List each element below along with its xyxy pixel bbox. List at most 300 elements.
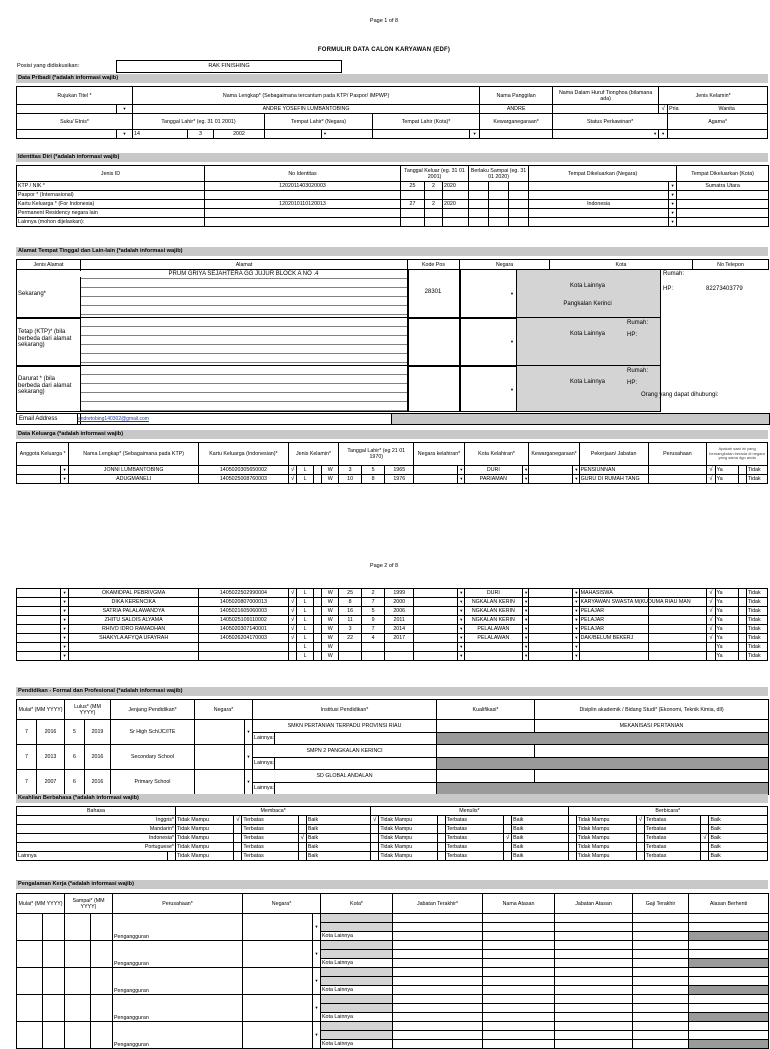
valid-day[interactable] [469,200,489,209]
exp-city[interactable] [321,1004,393,1013]
family-dob-day[interactable] [339,643,362,652]
family-kk[interactable]: 1405025008760003 [198,475,288,484]
issue-day[interactable] [401,191,425,200]
valid-year[interactable] [509,200,529,209]
exp-supervisor[interactable] [483,995,555,1004]
edu-start-year[interactable]: 2013 [37,745,65,770]
gender-l-check[interactable] [288,634,296,643]
no-check[interactable] [738,634,746,643]
exp-reason[interactable] [689,968,769,977]
exp-supervisor-position[interactable] [555,986,633,995]
family-kk[interactable] [198,643,288,652]
exp-supervisor[interactable] [483,959,555,968]
exp-position[interactable] [393,923,483,932]
position-field[interactable]: RAK FINISHING [116,60,342,73]
family-dob-month[interactable]: 8 [362,475,385,484]
level-check[interactable] [568,843,576,852]
edu-field[interactable]: MEKANISASI PERTANIAN [535,720,769,733]
family-member-dropdown[interactable] [60,643,68,652]
exp-company[interactable]: Pengangguran [113,995,243,1022]
level-check[interactable] [504,816,512,825]
family-kk[interactable]: 1405021605060003 [198,607,288,616]
yes-check[interactable] [707,607,715,616]
edu-level[interactable]: Sr High Sch/JC/ITE [111,720,195,745]
level-check[interactable] [298,825,306,834]
exp-position[interactable] [393,950,483,959]
yes-check[interactable] [707,616,715,625]
edu-field[interactable] [535,745,769,758]
family-member-dropdown[interactable] [60,607,68,616]
exp-supervisor[interactable] [483,950,555,959]
family-job[interactable]: PELAJAR [579,607,648,616]
exp-city-other[interactable]: Kota Lainnya [321,932,393,941]
exp-supervisor[interactable] [483,923,555,932]
family-dob-month[interactable]: 2 [362,589,385,598]
exp-reason[interactable] [689,1004,769,1013]
exp-supervisor-position[interactable] [555,1013,633,1022]
valid-year[interactable] [509,218,529,227]
exp-supervisor[interactable] [483,914,555,923]
family-member-dropdown[interactable] [60,634,68,643]
issue-day[interactable]: 25 [401,182,425,191]
family-member-dropdown[interactable] [60,625,68,634]
birth-city-field[interactable] [373,130,470,139]
family-birth-country[interactable] [414,643,458,652]
family-nationality[interactable] [529,589,573,598]
exp-supervisor[interactable] [483,977,555,986]
level-check[interactable] [371,852,379,861]
exp-end-month[interactable] [65,968,91,995]
family-nationality[interactable] [529,625,573,634]
exp-salary[interactable] [633,1004,689,1013]
dob-day[interactable]: 14 [133,130,188,139]
edu-other-field[interactable] [275,757,437,770]
family-birth-country[interactable] [414,589,458,598]
family-birth-country[interactable] [414,652,458,661]
exp-country-dropdown[interactable] [313,995,321,1022]
family-member-field[interactable] [17,607,61,616]
edu-end-year[interactable]: 2016 [85,770,111,795]
yes-check[interactable] [707,589,715,598]
level-check[interactable] [371,843,379,852]
edu-institution[interactable]: SD GLOBAL ANDALAN [253,770,437,783]
exp-country-dropdown[interactable] [313,968,321,995]
family-job[interactable]: DAK/BELUM BEKERJ [579,634,648,643]
exp-start-month[interactable] [17,914,43,941]
exp-position[interactable] [393,1013,483,1022]
exp-reason[interactable] [689,1040,769,1049]
exp-position[interactable] [393,995,483,1004]
issue-day[interactable] [401,218,425,227]
exp-city[interactable] [321,968,393,977]
exp-reason[interactable] [689,1031,769,1040]
exp-supervisor-position[interactable] [555,1040,633,1049]
exp-reason[interactable] [689,923,769,932]
exp-country[interactable] [243,995,313,1022]
level-check[interactable] [701,825,709,834]
exp-country[interactable] [243,1022,313,1049]
exp-reason[interactable] [689,950,769,959]
family-birth-city[interactable]: NGKALAN KERIN [464,607,523,616]
exp-salary[interactable] [633,950,689,959]
yes-check[interactable] [707,475,715,484]
exp-supervisor-position[interactable] [555,1004,633,1013]
family-kk[interactable] [198,652,288,661]
family-name[interactable]: OKAMIDPAL PEBRIVGMA [69,589,199,598]
exp-supervisor-position[interactable] [555,914,633,923]
family-dob-year[interactable]: 2017 [385,634,414,643]
family-dob-month[interactable]: 7 [362,598,385,607]
family-member-dropdown[interactable] [60,475,68,484]
family-birth-country[interactable] [414,634,458,643]
marital-field[interactable] [553,130,659,139]
family-nationality[interactable] [529,652,573,661]
gender-w-check[interactable] [314,598,322,607]
family-job[interactable]: PENSIUNNAN [579,466,648,475]
family-nationality[interactable] [529,607,573,616]
exp-position[interactable] [393,932,483,941]
family-dob-month[interactable]: 5 [362,607,385,616]
gender-l-check[interactable] [288,616,296,625]
valid-year[interactable] [509,209,529,218]
exp-reason[interactable] [689,986,769,995]
edu-qualification[interactable] [437,720,535,733]
family-birth-country[interactable] [414,625,458,634]
exp-city[interactable] [321,914,393,923]
edu-country[interactable] [195,770,245,795]
birth-city-dropdown[interactable] [470,130,480,139]
edu-country-dropdown[interactable] [245,745,253,770]
exp-start-year[interactable] [43,941,65,968]
birth-country-dropdown[interactable] [322,130,373,139]
valid-day[interactable] [469,209,489,218]
edu-level[interactable]: Primary School [111,770,195,795]
exp-start-month[interactable] [17,995,43,1022]
exp-supervisor-position[interactable] [555,941,633,950]
family-name[interactable]: RHIVO IDRO RAMADHAN [69,625,199,634]
level-check[interactable] [504,852,512,861]
family-company[interactable] [648,607,707,616]
edu-start-month[interactable]: 7 [17,745,37,770]
family-nationality[interactable] [529,643,573,652]
family-job[interactable]: KARYAWAN SWASTA M(KUDUMA RIAU MAN [580,599,691,605]
issue-day[interactable] [401,209,425,218]
gender-checkbox[interactable]: √ [659,105,668,114]
current-postal-value[interactable]: 28301 [424,289,442,295]
exp-supervisor[interactable] [483,941,555,950]
no-check[interactable] [738,652,746,661]
exp-salary[interactable] [633,1022,689,1031]
level-check[interactable] [437,843,445,852]
issue-month[interactable] [425,209,443,218]
dob-year[interactable]: 2002 [214,130,265,139]
exp-position[interactable] [393,1004,483,1013]
family-nationality[interactable] [529,475,573,484]
family-kk[interactable]: 1405025109110002 [198,616,288,625]
family-nationality[interactable] [529,634,573,643]
exp-city-other[interactable]: Kota Lainnya [321,1040,393,1049]
exp-salary[interactable] [633,986,689,995]
salutation-field[interactable] [17,105,117,114]
exp-end-year[interactable] [91,1022,113,1049]
current-city-field[interactable] [516,269,661,319]
exp-reason[interactable] [689,932,769,941]
exp-salary[interactable] [633,968,689,977]
gender-w-check[interactable] [314,616,322,625]
exp-supervisor-position[interactable] [555,995,633,1004]
exp-city[interactable] [321,923,393,932]
family-job[interactable] [579,643,648,652]
issue-country-dropdown[interactable] [669,182,677,191]
exp-reason[interactable] [689,914,769,923]
level-check[interactable] [371,834,379,843]
level-check[interactable] [701,843,709,852]
exp-supervisor[interactable] [483,1013,555,1022]
family-birth-city[interactable]: DURI [464,589,523,598]
level-check[interactable] [636,816,644,825]
emergency-address-lines[interactable] [80,365,409,412]
edu-country[interactable] [195,745,245,770]
family-dob-year[interactable]: 1976 [385,475,414,484]
family-member-field[interactable] [17,634,61,643]
level-check[interactable] [437,834,445,843]
exp-salary[interactable] [633,977,689,986]
no-check[interactable] [738,625,746,634]
edu-level[interactable]: Secondary School [111,745,195,770]
exp-supervisor[interactable] [483,1004,555,1013]
exp-position[interactable] [393,977,483,986]
family-member-field[interactable] [17,652,61,661]
family-company[interactable] [648,625,707,634]
issue-month[interactable] [425,191,443,200]
family-birth-city[interactable] [464,643,523,652]
level-check[interactable] [636,843,644,852]
family-dob-month[interactable]: 7 [362,625,385,634]
exp-end-month[interactable] [65,941,91,968]
level-check[interactable] [504,843,512,852]
exp-city[interactable] [321,941,393,950]
level-check[interactable] [568,825,576,834]
exp-reason[interactable] [689,1013,769,1022]
no-check[interactable] [738,643,746,652]
salutation-dropdown[interactable] [117,105,133,114]
valid-day[interactable] [469,191,489,200]
family-member-field[interactable] [17,643,61,652]
level-check[interactable] [234,825,242,834]
issue-country-field[interactable]: Indonesia [529,200,669,209]
family-dob-month[interactable]: 5 [362,466,385,475]
level-check[interactable] [437,816,445,825]
family-birth-city[interactable]: DURI [464,466,523,475]
valid-month[interactable] [489,200,509,209]
level-check[interactable] [298,816,306,825]
exp-supervisor[interactable] [483,986,555,995]
exp-salary[interactable] [633,959,689,968]
birth-country-field[interactable] [265,130,322,139]
level-check[interactable] [568,834,576,843]
valid-month[interactable] [489,191,509,200]
issue-country-dropdown[interactable] [669,191,677,200]
email-link[interactable]: andretobing140302@gmail.com [78,416,149,422]
family-dob-month[interactable] [362,643,385,652]
exp-position[interactable] [393,941,483,950]
family-birth-city[interactable]: NGKALAN KERIN [464,616,523,625]
family-member-field[interactable] [17,625,61,634]
family-birth-city[interactable]: NGKALAN KERIN [464,598,523,607]
edu-qualification[interactable] [437,770,535,783]
family-dob-day[interactable]: 8 [339,598,362,607]
exp-salary[interactable] [633,1031,689,1040]
no-check[interactable] [738,589,746,598]
exp-reason[interactable] [689,941,769,950]
id-number-field[interactable] [205,218,401,227]
valid-year[interactable] [509,191,529,200]
valid-day[interactable] [469,218,489,227]
gender-w-check[interactable] [313,466,321,475]
level-check[interactable] [234,843,242,852]
family-dob-month[interactable] [362,652,385,661]
level-check[interactable] [234,834,242,843]
level-check[interactable] [298,852,306,861]
issue-country-dropdown[interactable] [669,200,677,209]
family-dob-year[interactable]: 2011 [385,616,414,625]
exp-start-year[interactable] [43,995,65,1022]
gender-l-check[interactable] [288,652,296,661]
exp-start-year[interactable] [43,1022,65,1049]
family-member-dropdown[interactable] [60,598,68,607]
level-check[interactable] [504,825,512,834]
exp-end-year[interactable] [91,968,113,995]
exp-supervisor-position[interactable] [555,932,633,941]
exp-salary[interactable] [633,914,689,923]
edu-end-year[interactable]: 2016 [85,745,111,770]
family-company[interactable] [648,466,707,475]
family-dob-year[interactable] [385,643,414,652]
family-company[interactable] [648,475,707,484]
issue-country-dropdown[interactable] [669,218,677,227]
family-birth-city[interactable] [464,652,523,661]
family-name[interactable]: SHAKYLA AFYQA UFAYRAH [69,634,199,643]
family-birth-country[interactable] [414,475,458,484]
family-job[interactable]: PELAJAR [579,625,648,634]
family-name[interactable]: ZHITU SALOIS ALYAMA [69,616,199,625]
exp-city[interactable] [321,977,393,986]
exp-city-other[interactable]: Kota Lainnya [321,1013,393,1022]
edu-end-year[interactable]: 2019 [85,720,111,745]
exp-supervisor[interactable] [483,932,555,941]
gender-w-check[interactable] [314,634,322,643]
valid-year[interactable] [509,182,529,191]
exp-supervisor-position[interactable] [555,959,633,968]
level-check[interactable] [234,852,242,861]
family-name[interactable] [69,652,199,661]
level-check[interactable] [437,825,445,834]
family-birth-country[interactable] [414,466,458,475]
gender-w-check[interactable] [314,607,322,616]
level-check[interactable] [371,816,379,825]
issue-city-field[interactable] [677,200,769,209]
exp-position[interactable] [393,968,483,977]
email-field[interactable] [77,413,393,425]
id-number-field[interactable]: 1202011403020003 [205,182,401,191]
family-kk[interactable]: 1405022502990004 [198,589,288,598]
exp-salary[interactable] [633,923,689,932]
edu-other-field[interactable] [275,732,437,745]
family-birth-country[interactable] [414,616,458,625]
family-member-dropdown[interactable] [60,466,68,475]
family-name[interactable]: DIKA KERENCIKA [69,598,199,607]
family-dob-year[interactable] [385,652,414,661]
family-member-field[interactable] [17,475,61,484]
ktp-postal-field[interactable] [407,317,461,367]
level-check[interactable] [568,816,576,825]
yes-check[interactable] [707,625,715,634]
family-company[interactable] [648,643,707,652]
exp-country[interactable] [243,914,313,941]
level-check[interactable] [504,834,512,843]
issue-year[interactable]: 2020 [443,200,469,209]
issue-country-field[interactable] [529,182,669,191]
chinese-name-field[interactable] [553,105,659,114]
exp-supervisor[interactable] [483,1040,555,1049]
ethnic-field[interactable] [17,130,117,139]
exp-country[interactable] [243,941,313,968]
family-nationality[interactable] [529,466,573,475]
family-dob-day[interactable]: 11 [339,616,362,625]
exp-company[interactable]: Pengangguran [113,941,243,968]
family-kk[interactable]: 1405020807000013 [198,598,288,607]
issue-city-field[interactable] [677,218,769,227]
current-address-value[interactable]: PRUM GRIYA SEJAHTERA GG JUJUR BLOCK A NO .4 [80,271,407,277]
exp-supervisor-position[interactable] [555,923,633,932]
edu-end-month[interactable]: 6 [65,770,85,795]
ethnic-dropdown[interactable] [117,130,133,139]
issue-city-field[interactable] [677,209,769,218]
edu-start-month[interactable]: 7 [17,720,37,745]
exp-city-other[interactable]: Kota Lainnya [321,959,393,968]
nickname-field[interactable]: ANDRE [480,105,553,114]
family-dob-day[interactable]: 25 [339,589,362,598]
exp-company[interactable]: Pengangguran [113,914,243,941]
exp-company[interactable]: Pengangguran [113,968,243,995]
edu-end-month[interactable]: 6 [65,745,85,770]
exp-salary[interactable] [633,1013,689,1022]
exp-reason[interactable] [689,995,769,1004]
edu-country-dropdown[interactable] [245,720,253,745]
exp-start-month[interactable] [17,941,43,968]
no-check[interactable] [738,598,746,607]
issue-year[interactable]: 2020 [443,182,469,191]
issue-country-dropdown[interactable] [669,209,677,218]
exp-reason[interactable] [689,1022,769,1031]
religion-field[interactable] [668,130,768,139]
issue-day[interactable]: 27 [401,200,425,209]
religion-dropdown[interactable] [659,130,668,139]
gender-l-check[interactable] [288,589,296,598]
issue-year[interactable] [443,209,469,218]
full-name-field[interactable]: ANDRE YOSEFIN LUMBANTOBING [133,105,480,114]
exp-end-month[interactable] [65,914,91,941]
gender-l-check[interactable] [288,625,296,634]
issue-year[interactable] [443,191,469,200]
yes-check[interactable] [707,598,715,607]
family-member-dropdown[interactable] [60,616,68,625]
issue-month[interactable] [425,218,443,227]
family-member-field[interactable] [17,589,61,598]
gender-l-check[interactable] [288,475,296,484]
gender-l-check[interactable] [288,598,296,607]
level-check[interactable] [701,834,709,843]
